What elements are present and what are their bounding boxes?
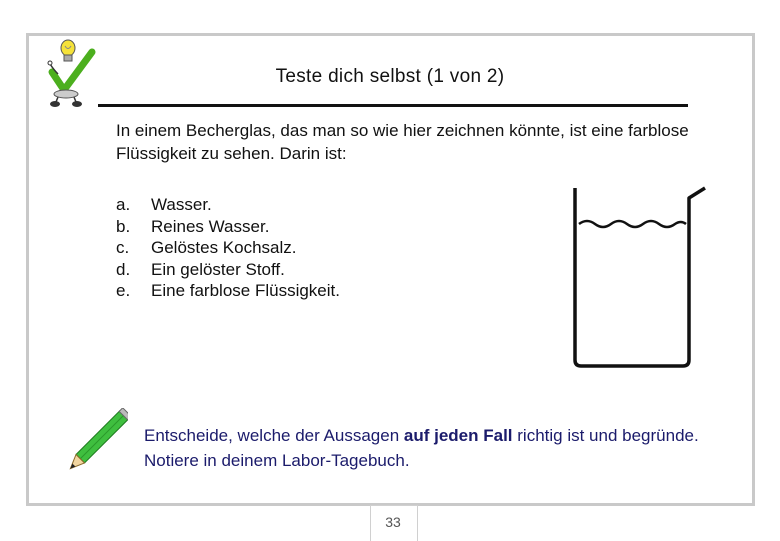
option-b xyxy=(116,216,340,238)
answer-options xyxy=(116,194,340,302)
question-intro: In einem Becherglas, das man so wie hier zeichnen könnte, ist eine farblose Flüssigkeit zu sehen. Darin ist: xyxy=(116,121,689,163)
task-text-after: richtig ist und begründe. Notiere in deinem Labor-Tagebuch. xyxy=(144,426,699,470)
option-key: b. xyxy=(116,216,131,236)
option-text: Eine farblose Flüssigkeit. xyxy=(151,281,340,300)
option-text: Reines Wasser. xyxy=(151,216,270,236)
option-c xyxy=(116,237,340,259)
lightbulb-checkmark-mascot-icon xyxy=(46,38,98,112)
option-key: d. xyxy=(116,259,131,279)
option-d xyxy=(116,259,340,281)
task-text-before: Entscheide, welche der Aussagen xyxy=(144,426,404,445)
beaker-icon xyxy=(565,180,715,375)
task-emphasis: auf jeden Fall xyxy=(403,426,513,445)
title-divider xyxy=(98,104,688,107)
option-key: e. xyxy=(116,281,131,300)
option-text: Wasser. xyxy=(151,195,212,214)
pencil-icon xyxy=(58,408,128,484)
option-text: Gelöstes Kochsalz. xyxy=(151,238,297,257)
task-instruction xyxy=(144,423,704,473)
option-a xyxy=(116,194,340,216)
option-e xyxy=(116,280,340,302)
option-text: Ein gelöster Stoff. xyxy=(151,259,285,279)
option-key: a. xyxy=(116,195,131,214)
page-number: 33 xyxy=(385,514,401,530)
option-key: c. xyxy=(116,238,130,257)
slide-title: Teste dich selbst (1 von 2) xyxy=(275,66,505,87)
